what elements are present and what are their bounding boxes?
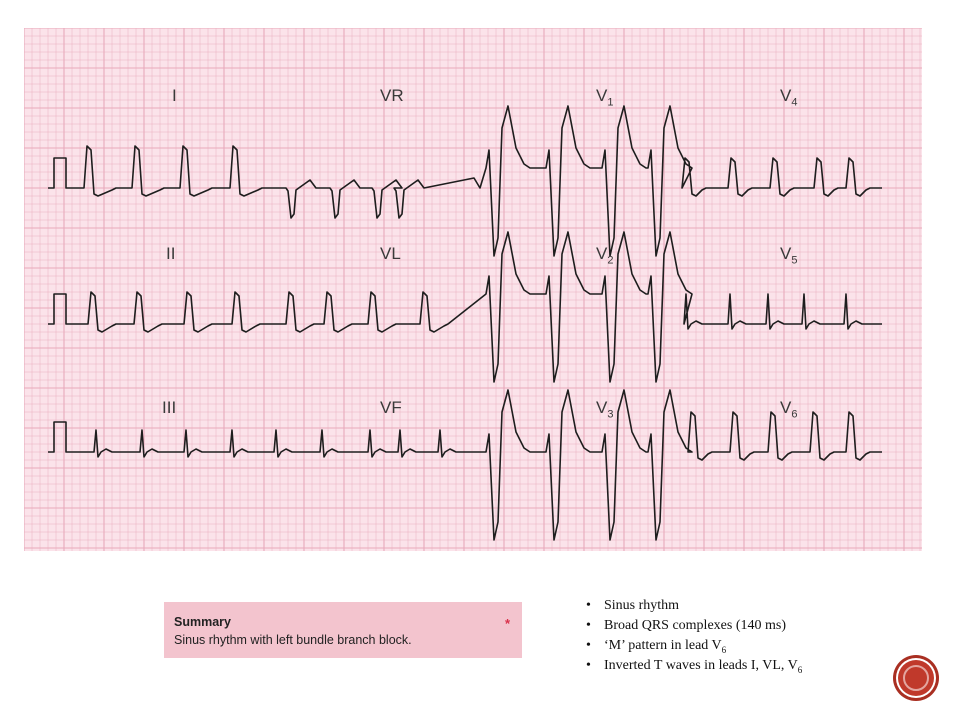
lead-label-v3: $V_3$ [596,398,614,421]
finding-item: • ‘M’ pattern in lead $V_6$ [582,636,802,656]
trace-row-1 [48,106,882,256]
lead-label-vr: VR [380,86,404,105]
lead-label-ii: II [166,244,176,263]
nav-ring [903,665,929,691]
lead-label-vl: VL [380,244,401,263]
lead-label-i: I [172,86,177,105]
lead-label-v6: $V_6$ [780,398,798,421]
circle-nav-icon[interactable] [896,658,936,698]
lead-label-iii: III [162,398,177,417]
summary-box [164,602,522,658]
ecg-strip [24,28,922,551]
finding-item: • Sinus rhythm [582,596,802,616]
lead-label-vf: VF [380,398,402,417]
lead-label-v1: $V_1$ [596,86,614,109]
lead-label-v5: $V_5$ [780,244,798,267]
lead-label-v4: $V_4$ [780,86,798,109]
findings-list [582,596,802,676]
summary-marker: * [504,616,510,631]
finding-item: • Inverted T waves in leads I, VL, $V_6$ [582,656,802,676]
summary-title: Summary [174,615,231,629]
finding-item: • Broad QRS complexes (140 ms) [582,616,802,636]
lead-label-v2: $V_2$ [596,244,614,267]
summary-text: Sinus rhythm with left bundle branch block. [174,633,412,647]
